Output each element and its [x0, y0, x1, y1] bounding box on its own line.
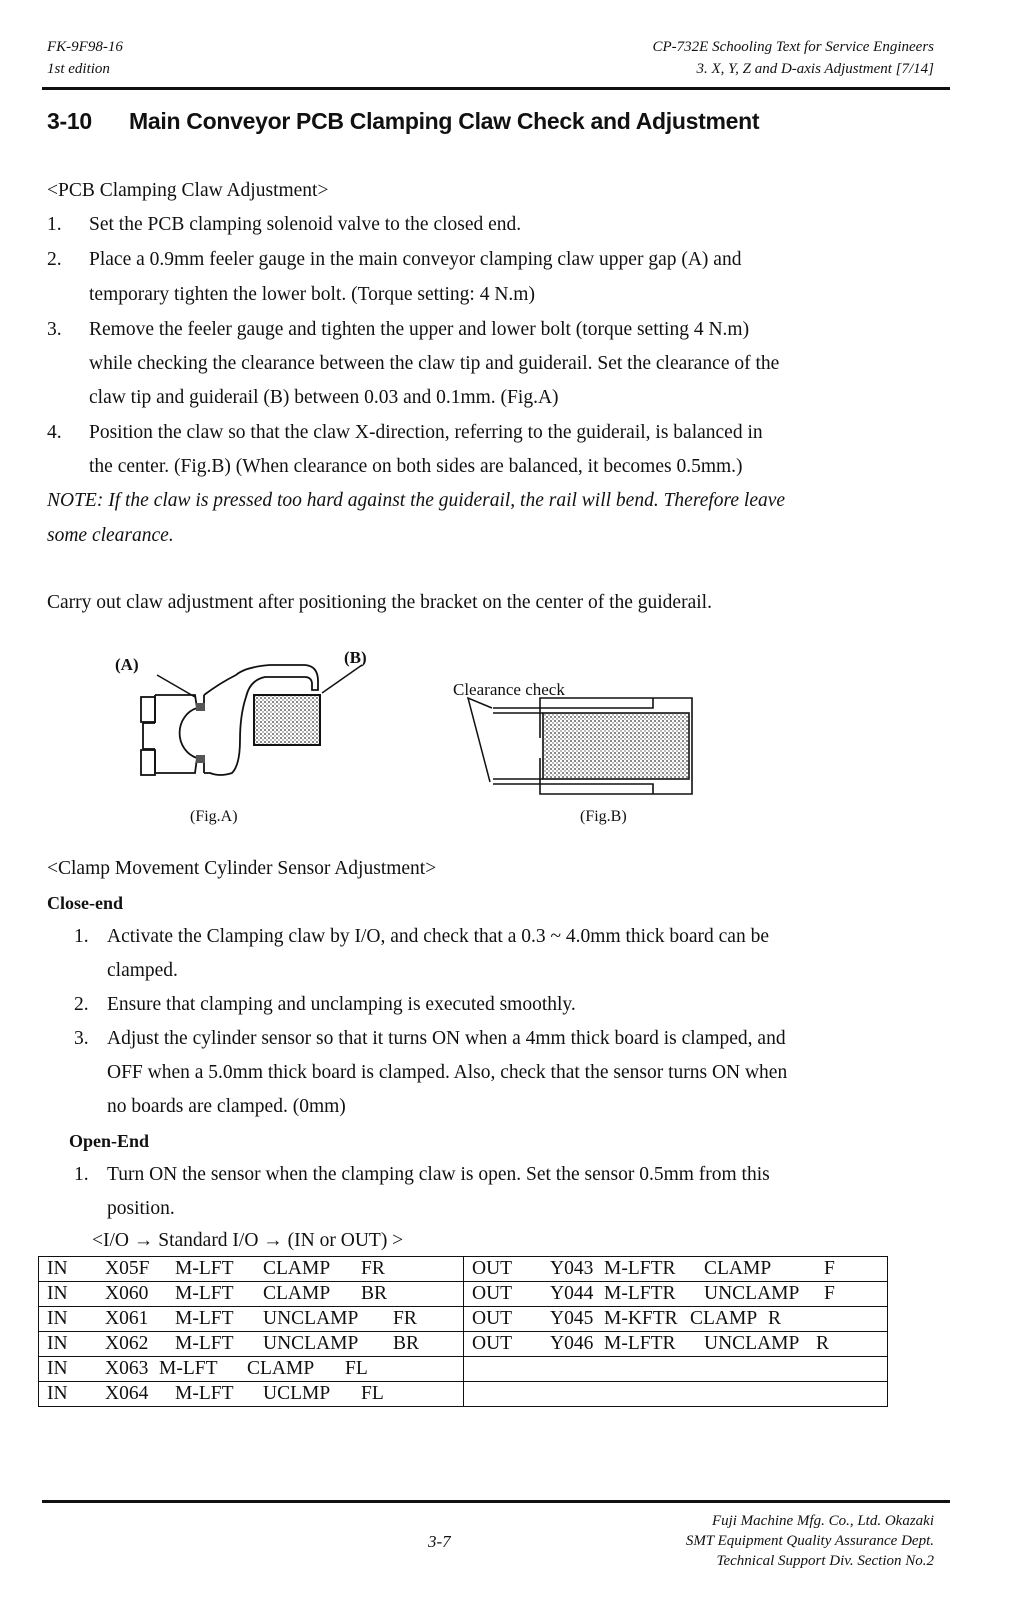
close-end-label: Close-end: [47, 893, 123, 913]
note-text: some clearance.: [47, 525, 174, 546]
section-title: [47, 108, 759, 135]
step-number: 2.: [74, 994, 89, 1015]
io-path: <I/O → Standard I/O → (IN or OUT) >: [92, 1230, 404, 1251]
table-row: [39, 1382, 888, 1407]
step-text: Set the PCB clamping solenoid valve to the closed end.: [89, 214, 522, 235]
step-number: 3.: [74, 1028, 89, 1049]
step-number: 2.: [47, 249, 62, 270]
fig-a-caption: (Fig.A): [190, 808, 238, 825]
footer-section: Technical Support Div. Section No.2: [716, 1553, 934, 1569]
step-text: OFF when a 5.0mm thick board is clamped. Also, check that the sensor turns ON when: [107, 1062, 788, 1083]
step-text: Position the claw so that the claw X-direction, referring to the guiderail, is balanced in: [89, 422, 763, 443]
label-b: (B): [344, 648, 367, 667]
table-row: [39, 1282, 888, 1307]
table-row: [39, 1357, 888, 1382]
note-text: NOTE: If the claw is pressed too hard against the guiderail, the rail will bend. Therefore leave: [47, 490, 786, 511]
doc-header-right: [653, 36, 934, 80]
io-output-cell-empty: [464, 1382, 888, 1407]
label-a: (A): [115, 655, 139, 674]
step-text: clamped.: [107, 960, 178, 981]
doc-id: FK-9F98-16: [47, 39, 123, 55]
step-number: 3.: [47, 319, 62, 340]
io-input-cell: IN X061 M-LFT UNCLAMP FR: [39, 1307, 464, 1332]
fig-b-caption: (Fig.B): [580, 808, 627, 825]
footer-company: Fuji Machine Mfg. Co., Ltd. Okazaki: [711, 1513, 934, 1529]
io-output-cell: OUT Y043 M-LFTR CLAMP F: [464, 1257, 888, 1282]
step-text: no boards are clamped. (0mm): [107, 1096, 346, 1117]
io-output-cell: OUT Y045 M-KFTR CLAMP R: [464, 1307, 888, 1332]
step-text: Remove the feeler gauge and tighten the upper and lower bolt (torque setting 4 N.m): [89, 319, 750, 340]
instruction-text: Carry out claw adjustment after positioning the bracket on the center of the guiderail.: [47, 592, 712, 613]
chapter-title: 3. X, Y, Z and D-axis Adjustment [7/14]: [696, 61, 934, 77]
step-text: position.: [107, 1198, 175, 1219]
step-text: while checking the clearance between the claw tip and guiderail. Set the clearance of the: [89, 353, 780, 374]
footer-dept: SMT Equipment Quality Assurance Dept.: [685, 1533, 934, 1549]
step-text: Activate the Clamping claw by I/O, and check that a 0.3 ~ 4.0mm thick board can be: [107, 926, 769, 947]
step-text: Ensure that clamping and unclamping is executed smoothly.: [107, 994, 576, 1015]
io-output-cell: OUT Y044 M-LFTR UNCLAMP F: [464, 1282, 888, 1307]
step-text: Place a 0.9mm feeler gauge in the main conveyor clamping claw upper gap (A) and: [89, 249, 742, 270]
step-text: Turn ON the sensor when the clamping claw is open. Set the sensor 0.5mm from this: [107, 1164, 770, 1185]
doc-title: CP-732E Schooling Text for Service Engineers: [652, 39, 934, 55]
io-output-cell-empty: [464, 1357, 888, 1382]
edition: 1st edition: [47, 61, 110, 77]
step-text: temporary tighten the lower bolt. (Torque setting: 4 N.m): [89, 284, 535, 305]
claw-adjustment-heading: <PCB Clamping Claw Adjustment>: [47, 180, 329, 201]
header-rule: [42, 87, 950, 90]
step-number: 4.: [47, 422, 62, 443]
footer-rule: [42, 1500, 950, 1503]
step-number: 1.: [74, 1164, 89, 1185]
table-row: [39, 1332, 888, 1357]
io-input-cell: IN X05F M-LFT CLAMP FR: [39, 1257, 464, 1282]
doc-header-left: [47, 36, 123, 80]
section-heading: Main Conveyor PCB Clamping Claw Check and Adjustment: [129, 108, 760, 134]
section-number: 3-10: [47, 108, 92, 134]
figure-a: [100, 645, 440, 835]
step-text: the center. (Fig.B) (When clearance on both sides are balanced, it becomes 0.5mm.): [89, 456, 743, 477]
clearance-check-label: Clearance check: [453, 680, 565, 699]
io-output-cell: OUT Y046 M-LFTR UNCLAMP R: [464, 1332, 888, 1357]
open-end-label: Open-End: [69, 1131, 150, 1151]
page-number: 3-7: [428, 1532, 451, 1551]
io-input-cell: IN X062 M-LFT UNCLAMP BR: [39, 1332, 464, 1357]
claw-diagram-icon: [100, 645, 440, 835]
footer-block: [686, 1511, 934, 1571]
io-input-cell: IN X064 M-LFT UCLMP FL: [39, 1382, 464, 1407]
table-row: [39, 1307, 888, 1332]
step-text: claw tip and guiderail (B) between 0.03 and 0.1mm. (Fig.A): [89, 387, 559, 408]
io-input-cell: IN X063 M-LFT CLAMP FL: [39, 1357, 464, 1382]
step-text: Adjust the cylinder sensor so that it turns ON when a 4mm thick board is clamped, and: [107, 1028, 786, 1049]
step-number: 1.: [74, 926, 89, 947]
figure-b: [450, 680, 710, 830]
io-table: [38, 1256, 888, 1407]
sensor-adjustment-heading: <Clamp Movement Cylinder Sensor Adjustment>: [47, 858, 437, 879]
table-row: [39, 1257, 888, 1282]
step-number: 1.: [47, 214, 62, 235]
io-input-cell: IN X060 M-LFT CLAMP BR: [39, 1282, 464, 1307]
